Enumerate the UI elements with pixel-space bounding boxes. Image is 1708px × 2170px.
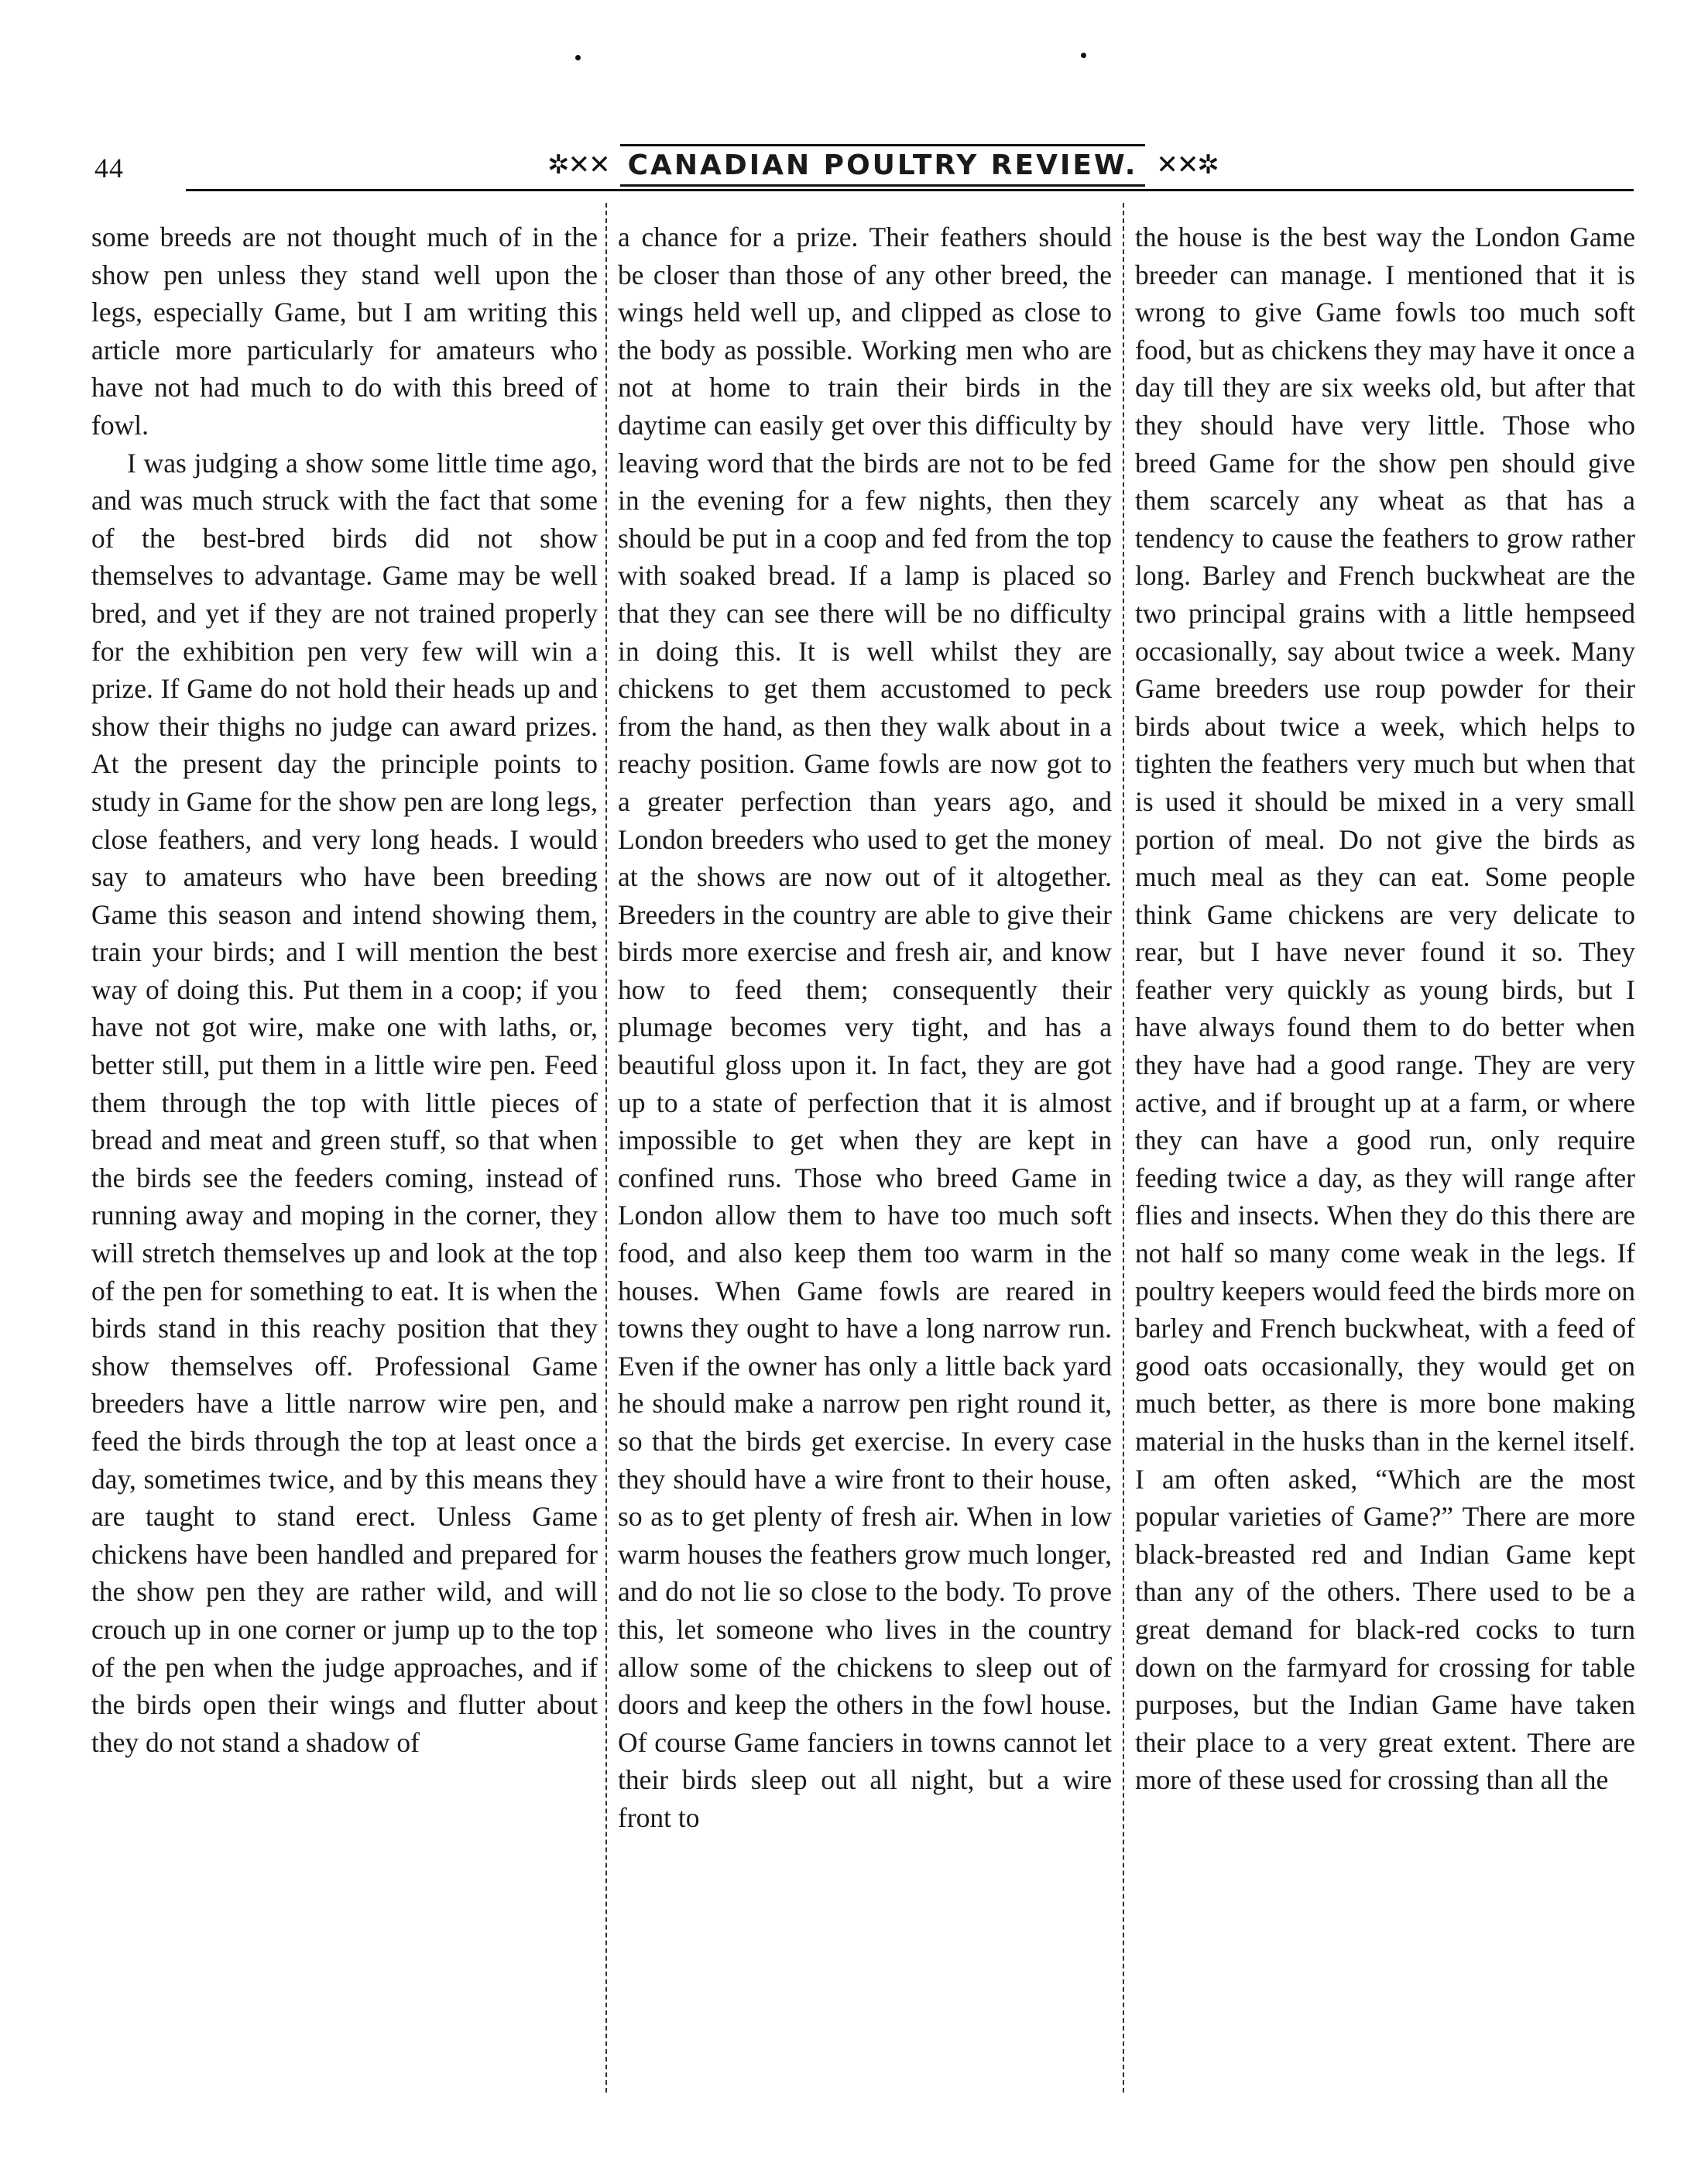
text-column-1	[91, 218, 598, 2093]
text-column-2	[618, 218, 1112, 2093]
header-rule	[186, 189, 1634, 191]
paragraph: I was judging a show some little time ago, and was much struck with the fact that some of the best-bred birds did not show themselves to advantage. Game may be well bred, and yet if they are not trained properly for the exhibition pen very few will win a prize. If Game do not hold their heads up and show their thighs no judge can award prizes. At the present day the principle points to study in Game for the show pen are long legs, close feathers, and very long heads. I would say to amateurs who have been breeding Game this season and intend showing them, train your birds; and I will mention the best way of doing this. Put them in a coop; if you have not got wire, make one with laths, or, better still, put them in a little wire pen. Feed them through the top with little pieces of bread and meat and green stuff, so that when the birds see the feeders coming, instead of running away and moping in the corner, they will stretch themselves up and look at the top of the pen for something to eat. It is when the birds stand in this reachy position that they show themselves off. Professional Game breeders have a little narrow wire pen, and feed the birds through the top at least once a day, sometimes twice, and by this means they are taught to stand erect. Unless Game chickens have been handled and prepared for the show pen they are rather wild, and will crouch up in one corner or jump up to the top of the pen when the judge approaches, and if the birds open their wings and flutter about they do not stand a shadow of	[91, 447, 598, 1758]
paragraph: some breeds are not thought much of in the show pen unless they stand well upon the legs, especially Game, but I am writing this article more particularly for amateurs who have not had much to do with this breed of fowl.	[91, 221, 598, 441]
masthead-ornament-right: ✕✕✲	[1156, 149, 1218, 180]
column-divider	[1123, 203, 1124, 2093]
masthead	[547, 138, 1218, 192]
paragraph: the house is the best way the London Game breeder can manage. I mentioned that it is wrong to give Game fowls too much soft food, but as chickens they may have it once a day till they are six weeks old, but after that they should have very little. Those who breed Game for the show pen should give them scarcely any wheat as that has a tendency to cause the feathers to grow rather long. Barley and French buckwheat are the two principal grains with a little hempseed occasionally, say about twice a week. Many Game breeders use roup powder for their birds about twice a week, which helps to tighten the feathers very much but when that is used it should be mixed in a very small portion of meal. Do not give the birds as much meal as they can eat. Some people think Game chickens are very delicate to rear, but I have never found it so. They feather very quickly as young birds, but I have always found them to do better when they have had a good range. They are very active, and if brought up at a farm, or where they can have a good run, only require feeding twice a day, as they will range after flies and insects. When they do this there are not half so many come weak in the legs. If poultry keepers would feed the birds more on barley and French buckwheat, with a feed of good oats occasionally, they would get on much better, as there is more bone making material in the husks than in the kernel itself. I am often asked, “Which are the most popular varieties of Game?” There are more black-breasted red and Indian Game kept than any of the others. There used to be a great demand for black-red cocks to turn down on the farmyard for crossing for table purposes, but the Indian Game have taken their place to a very great extent. There are more of these used for crossing than all the	[1135, 221, 1635, 1796]
masthead-title: CANADIAN POULTRY REVIEW.	[620, 144, 1146, 187]
paragraph: a chance for a prize. Their feathers should be closer than those of any other breed, the wings held well up, and clipped as close to the body as possible. Working men who are not at home to train their birds in the daytime can easily get over this difficulty by leaving word that the birds are not to be fed in the evening for a few nights, then they should be put in a coop and fed from the top with soaked bread. If a lamp is placed so that they can see there will be no difficulty in doing this. It is well whilst they are chickens to get them accustomed to peck from the hand, as then they walk about in a reachy position. Game fowls are now got to a greater perfection than years ago, and London breeders who used to get the money at the shows are now out of it altogether. Breeders in the country are able to give their birds more exercise and fresh air, and know how to feed them; consequently their plumage becomes very tight, and has a beautiful gloss upon it. In fact, they are got up to a state of perfection that it is almost impossible to get when they are kept in confined runs. Those who breed Game in London allow them to have too much soft food, and also keep them too warm in the houses. When Game fowls are reared in towns they ought to have a long narrow run. Even if the owner has only a little back yard he should make a narrow pen right round it, so that the birds get exercise. In every case they should have a wire front to their house, so as to get plenty of fresh air. When in low warm houses the feathers grow much longer, and do not lie so close to the body. To prove this, let someone who lives in the country allow some of the chickens to sleep out of doors and keep the others in the fowl house. Of course Game fanciers in towns cannot let their birds sleep out all night, but a wire front to	[618, 221, 1112, 1833]
print-speck	[1081, 53, 1086, 58]
print-speck	[575, 55, 581, 60]
page-number: 44	[94, 153, 124, 184]
text-column-3	[1135, 218, 1635, 2093]
column-divider	[605, 203, 607, 2093]
masthead-ornament-left: ✲✕✕	[547, 149, 609, 180]
